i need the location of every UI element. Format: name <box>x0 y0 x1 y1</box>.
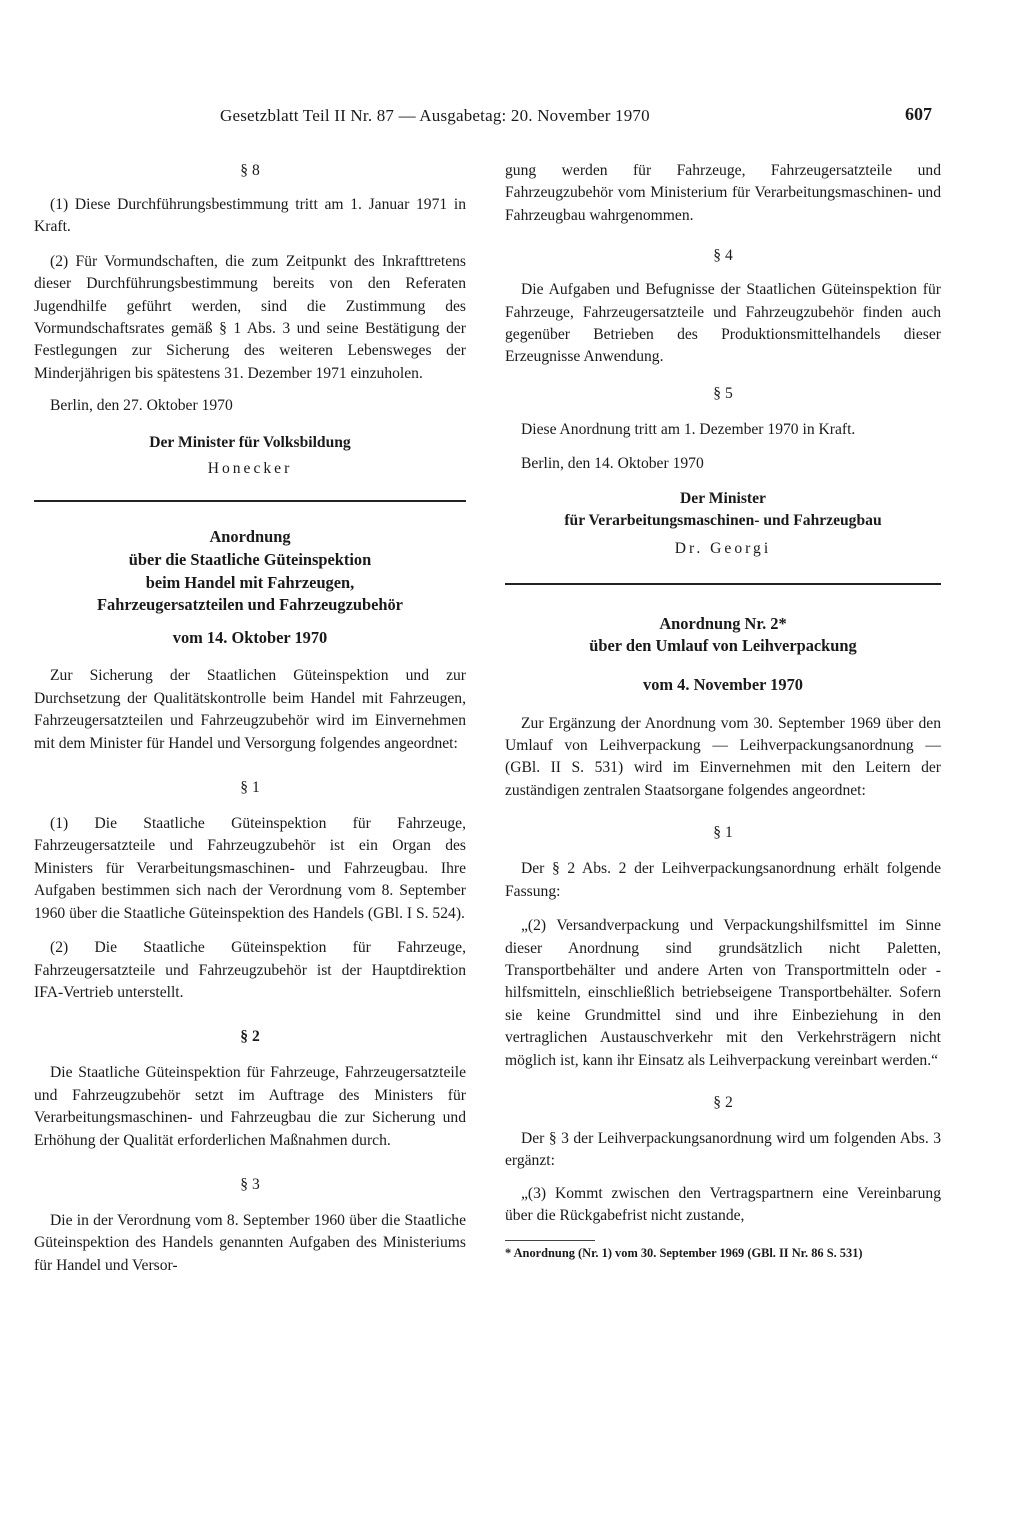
ordinance-title-line: Fahrzeugersatzteilen und Fahrzeugzubehör <box>97 595 403 615</box>
paragraph: Diese Anordnung tritt am 1. Dezember 1970 in Kraft. <box>521 420 856 438</box>
page-number: 607 <box>905 104 932 124</box>
paragraph: Die Staatliche Güteinspektion für Fahrzeuge, Fahrzeugersatzteile und Fahrzeugzubehör setzt im Auftrage des Ministers für Verarbeitungsmaschinen- und Fahrzeugbau die zur Sicherung und Erhöhung der Qualität erforderlichen Maßnahmen durch. <box>34 1064 466 1149</box>
section-heading: § 1 <box>713 824 733 842</box>
section-heading: § 8 <box>240 162 260 179</box>
preamble: Zur Ergänzung der Anordnung vom 30. September 1969 über den Umlauf von Leihverpackung — Leihverpackungsanordnung — (GBl. II S. 531) wird im Einvernehmen mit den Leitern der zuständigen zentralen Staatsorgane folgendes angeordnet: <box>505 714 941 799</box>
quoted-paragraph: „(2) Versandverpackung und Verpackungshilfsmittel im Sinne dieser Anordnung sind grundsätzlich nicht Paletten, Transportbehälter und andere Arten von Transportmitteln oder -hilfsmitteln, einschließlich betriebseigene Transportbehälter. Sofern sie keine Grundmittel sind und ihre Einbeziehung in den vertraglichen Austauschverkehr mit den Verkehrsträgern nicht möglich ist, kann ihr Einsatz als Leihverpackung vereinbart werden.“ <box>505 917 941 1069</box>
place-date: Berlin, den 27. Oktober 1970 <box>50 397 233 415</box>
ordinance-title-line: beim Handel mit Fahrzeugen, <box>145 572 355 592</box>
paragraph: (2) Für Vormundschaften, die zum Zeitpunkt des Inkrafttretens dieser Durchführungsbestimmung bereits von den Referaten Jugendhilfe geführt werden, sind die Zustimmung des Vormundschaftsrates gemäß § 1 Abs. 3 und seine Bestätigung der Festlegungen zur Sicherung des weiteren Lebensweges der Minderjährigen bis spätestens 31. Dezember 1971 einzuholen. <box>34 252 466 382</box>
minister-signature-name: Dr. Georgi <box>674 540 772 558</box>
minister-title: Der Minister <box>680 489 766 507</box>
ordinance-date: vom 4. November 1970 <box>643 675 803 695</box>
section-heading: § 4 <box>713 247 733 265</box>
footnote: * Anordnung (Nr. 1) vom 30. September 1969 (GBl. II Nr. 86 S. 531) <box>505 1245 863 1260</box>
minister-title: Der Minister für Volksbildung <box>149 433 351 451</box>
left-column <box>34 160 466 1277</box>
section-heading: § 1 <box>240 779 260 797</box>
section-heading: § 2 <box>240 1028 260 1046</box>
minister-title: für Verarbeitungsmaschinen- und Fahrzeugbau <box>564 512 882 530</box>
ordinance-title-line: Anordnung <box>209 527 291 547</box>
section-heading: § 3 <box>240 1175 260 1193</box>
paragraph: Die in der Verordnung vom 8. September 1960 über die Staatliche Güteinspektion des Handels genannten Aufgaben des Ministeriums für Handel und Versor- <box>34 1211 466 1274</box>
paragraph: Der § 3 der Leihverpackungsanordnung wird um folgenden Abs. 3 ergänzt: <box>505 1129 941 1170</box>
running-title: Gesetzblatt Teil II Nr. 87 — Ausgabetag: 20. November 1970 <box>220 106 650 125</box>
place-date: Berlin, den 14. Oktober 1970 <box>521 455 704 473</box>
paragraph: (1) Diese Durchführungsbestimmung tritt am 1. Januar 1971 in Kraft. <box>34 196 466 236</box>
section-heading: § 2 <box>713 1093 733 1111</box>
section-heading: § 5 <box>713 384 733 402</box>
paragraph: (1) Die Staatliche Güteinspektion für Fahrzeuge, Fahrzeugersatzteile und Fahrzeugzubehör ist ein Organ des Ministers für Verarbeitungsmaschinen- und Fahrzeugbau. Ihre Aufgaben bestimmen sich nach der Verordnung vom 8. September 1960 über die Staatliche Güteinspektion des Handels (GBl. I S. 524). <box>34 815 466 922</box>
ordinance-title-line: Anordnung Nr. 2* <box>659 613 787 633</box>
preamble: Zur Sicherung der Staatlichen Güteinspektion und zur Durchsetzung der Qualitätskontrolle beim Handel mit Fahrzeugen, Fahrzeugersatzteilen und Fahrzeugzubehör wird im Einvernehmen mit dem Minister für Handel und Versorgung folgendes angeordnet: <box>34 667 466 752</box>
ordinance-date: vom 14. Oktober 1970 <box>172 627 328 647</box>
paragraph-continuation: gung werden für Fahrzeuge, Fahrzeugersatzteile und Fahrzeugzubehör vom Ministerium für Verarbeitungsmaschinen- und Fahrzeugbau wahrgenommen. <box>505 162 941 224</box>
paragraph: (2) Die Staatliche Güteinspektion für Fahrzeuge, Fahrzeugersatzteile und Fahrzeugzubehör ist der Hauptdirektion IFA-Vertrieb unterstellt. <box>34 939 466 1001</box>
paragraph: Die Aufgaben und Befugnisse der Staatlichen Güteinspektion für Fahrzeuge, Fahrzeugersatzteile und Fahrzeugzubehör finden auch gegenüber Betrieben des Produktionsmittelhandels dieser Erzeugnisse Anwendung. <box>505 281 941 366</box>
right-column <box>505 160 941 1261</box>
quoted-paragraph: „(3) Kommt zwischen den Vertragspartnern eine Vereinbarung über die Rückgabefrist nicht zustande, <box>505 1184 941 1225</box>
paragraph: Der § 2 Abs. 2 der Leihverpackungsanordnung erhält folgende Fassung: <box>505 860 941 900</box>
minister-signature-name: Honecker <box>207 460 293 478</box>
ordinance-title-line: über den Umlauf von Leihverpackung <box>589 636 857 656</box>
ordinance-title-line: über die Staatliche Güteinspektion <box>128 550 372 570</box>
page-header <box>220 104 940 132</box>
